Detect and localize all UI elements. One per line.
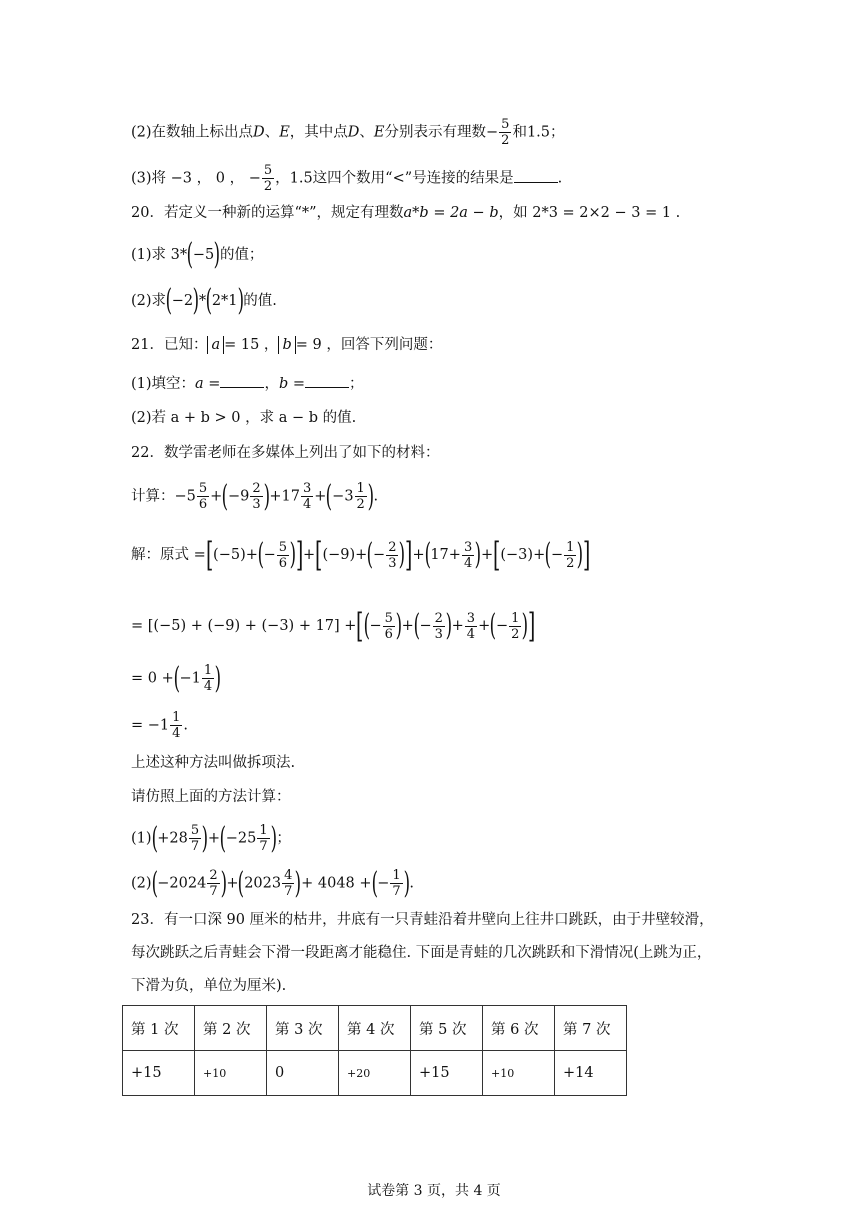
fraction-five-halves: $\frac{5}{2}$ bbox=[263, 163, 273, 194]
q20-part1: (1)求 3*(−5)的值； bbox=[131, 237, 264, 272]
q22-solution-line1: 解：原式 =[(−5)+(− $\frac{5}{6}$ )]+[(−9)+(− $\frac{2}{3}$ )]+(17+ $\frac{3}{4}$ )+[(−3)+(− $\frac{1}{2}$ )] bbox=[131, 535, 591, 575]
q19-part2: (2)在数轴上标出点D、E，其中点D、E分别表示有理数− $\frac{5}{2}$ 和1.5； bbox=[131, 117, 565, 148]
table-header-cell: 第 7 次 bbox=[555, 1006, 627, 1051]
answer-blank[interactable] bbox=[514, 168, 558, 183]
table-cell: +15 bbox=[411, 1051, 483, 1096]
q22-stem: 22．数学雷老师在多媒体上列出了如下的材料： bbox=[131, 445, 440, 461]
table-header-cell: 第 4 次 bbox=[339, 1006, 411, 1051]
table-header-cell: 第 3 次 bbox=[267, 1006, 339, 1051]
table-cell: 0 bbox=[267, 1051, 339, 1096]
q21-part1: (1)填空：a = ，b = ； bbox=[131, 373, 364, 394]
q23-line1: 23．有一口深 90 厘米的枯井，井底有一只青蛙沿着井壁向上往井口跳跃，由于井壁较滑， bbox=[131, 912, 714, 928]
table-cell: +10 bbox=[483, 1051, 555, 1096]
q22-part1: (1)(+28 $\frac{5}{7}$ )+(−25 $\frac{1}{7}$ )； bbox=[131, 820, 291, 856]
abs-a: a bbox=[207, 336, 224, 354]
blank-b[interactable] bbox=[305, 373, 349, 388]
q22-solution-line4: = −1 $\frac{1}{4}$ . bbox=[131, 710, 189, 741]
table-header-cell: 第 5 次 bbox=[411, 1006, 483, 1051]
q19-part3: (3)将 −3 ， 0 ， − $\frac{5}{2}$ ，1.5这四个数用“<”号连接的结果是 . bbox=[131, 163, 563, 194]
table-header-cell: 第 1 次 bbox=[123, 1006, 195, 1051]
blank-a[interactable] bbox=[220, 373, 264, 388]
table-header-cell: 第 2 次 bbox=[195, 1006, 267, 1051]
q22-solution-line3: = 0 +(−1 $\frac{1}{4}$ ) bbox=[131, 660, 222, 696]
q22-calc: 计算：−5 $\frac{5}{6}$ +(−9 $\frac{2}{3}$ )+17 $\frac{3}{4}$ +(−3 $\frac{1}{2}$ ). bbox=[131, 478, 379, 514]
q22-solution-line2: = [(−5) + (−9) + (−3) + 17] +[(− $\frac{5}{6}$ )+(− $\frac{2}{3}$ )+ $\frac{3}{4}$ +(− $\frac{1}{2}$ )] bbox=[131, 606, 536, 646]
q22-instruction: 请仿照上面的方法计算： bbox=[131, 789, 291, 805]
table-header-row bbox=[123, 1006, 627, 1051]
table-cell: +10 bbox=[195, 1051, 267, 1096]
jump-table bbox=[122, 1005, 627, 1096]
q21-part2: (2)若 a + b > 0 ，求 a − b 的值. bbox=[131, 410, 357, 426]
table-cell: +20 bbox=[339, 1051, 411, 1096]
q20-stem: 20．若定义一种新的运算“*”，规定有理数a*b = 2a − b，如 2*3 = 2×2 − 3 = 1 . bbox=[131, 205, 681, 221]
page-footer: 试卷第 3 页，共 4 页 bbox=[367, 1183, 501, 1199]
q22-part2: (2)(−2024 $\frac{2}{7}$ )+(2023 $\frac{4}{7}$ )+ 4048 +(− $\frac{1}{7}$ ). bbox=[131, 865, 415, 901]
table-cell: +14 bbox=[555, 1051, 627, 1096]
q22-method-note: 上述这种方法叫做拆项法. bbox=[131, 755, 296, 771]
table-row bbox=[123, 1051, 627, 1096]
q23-line2: 每次跳跃之后青蛙会下滑一段距离才能稳住. 下面是青蛙的几次跳跃和下滑情况(上跳为正， bbox=[131, 945, 712, 961]
q23-line3: 下滑为负，单位为厘米). bbox=[131, 978, 287, 994]
abs-b: b bbox=[278, 336, 295, 354]
table-header-cell: 第 6 次 bbox=[483, 1006, 555, 1051]
fraction-five-halves: $\frac{5}{2}$ bbox=[501, 117, 510, 148]
q20-part2: (2)求(−2)*(2*1)的值. bbox=[131, 283, 277, 318]
q21-stem: 21．已知： a = 15 ， b = 9 ，回答下列问题： bbox=[131, 337, 443, 353]
table-cell: +15 bbox=[123, 1051, 195, 1096]
